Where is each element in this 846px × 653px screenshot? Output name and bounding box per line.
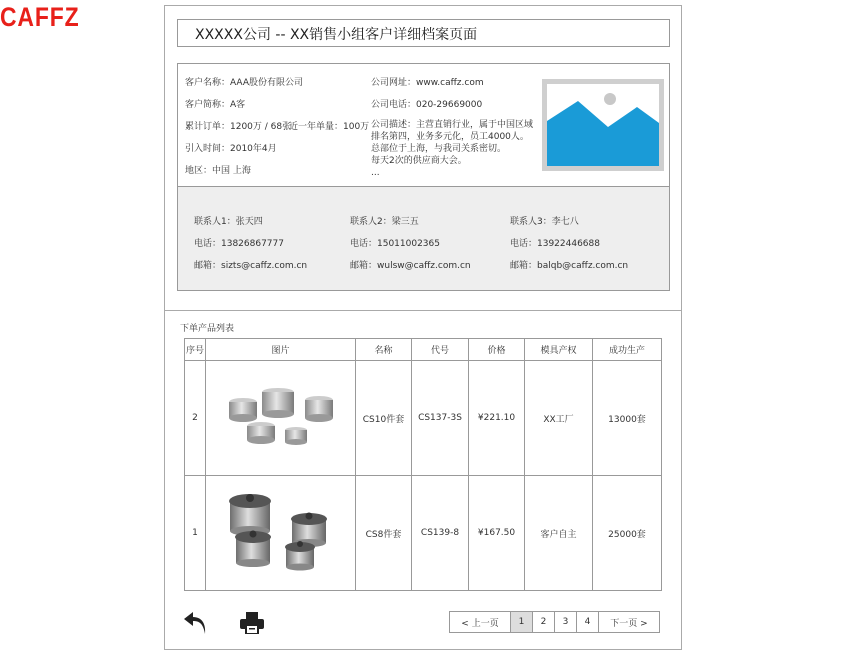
page-1-button[interactable]: 1 [511,612,533,632]
contact-2-name: 联系人2：梁三五 [350,217,419,227]
customer-info-box [177,63,670,187]
page-title-box [177,19,670,47]
product-mold: XX工厂 [525,361,593,476]
table-row[interactable] [185,361,662,476]
product-name: CS10件套 [356,361,412,476]
company-phone: 公司电话：020-29669000 [371,100,483,110]
contact-3-name: 联系人3：李七八 [510,217,579,227]
product-produced: 13000套 [593,361,662,476]
product-code: CS139-8 [412,476,469,591]
customer-short-name: 客户简称：A客 [185,100,246,110]
customer-name: 客户名称：AAA股份有限公司 [185,78,303,88]
brand-logo: CAFFZ [0,2,80,32]
print-button[interactable] [240,612,264,638]
page-3-button[interactable]: 3 [555,612,577,632]
header-price: 价格 [469,339,525,361]
description-line: ... [371,168,380,178]
description-line: 总部位于上海，与我司关系密切。 [371,144,507,154]
cookware-set-image [221,382,341,452]
description-line: 公司描述：主营直销行业，属于中国区域 [371,120,534,130]
product-price: ¥221.10 [469,361,525,476]
header-image: 图片 [206,339,356,361]
image-placeholder-icon [542,79,664,171]
pagination [449,611,660,633]
contact-2-phone: 电话：15011002365 [350,239,440,249]
header-index: 序号 [185,339,206,361]
product-price: ¥167.50 [469,476,525,591]
back-button[interactable] [183,610,209,640]
product-produced: 25000套 [593,476,662,591]
product-name: CS8件套 [356,476,412,591]
next-page-button[interactable]: 下一页 > [610,618,648,629]
row-index: 1 [185,476,206,591]
section-divider [165,310,681,311]
table-header-row [185,339,662,361]
page-2-button[interactable]: 2 [533,612,555,632]
customer-year-avg: 近一年单量：100万 [289,122,370,132]
company-image-placeholder [542,79,664,171]
customer-orders: 累计订单：1200万 / 68张 [185,122,292,132]
header-name: 名称 [356,339,412,361]
products-table [184,338,662,591]
header-code: 代号 [412,339,469,361]
description-line: 排名第四，业务多元化，员工4000人。 [371,132,529,142]
contact-1-phone: 电话：13826867777 [194,239,284,249]
contact-1-name: 联系人1：张天四 [194,217,263,227]
description-line: 每天2次的供应商大会。 [371,156,467,166]
printer-icon [240,612,264,634]
contact-3-email[interactable]: 邮箱：balqb@caffz.com.cn [510,261,629,271]
row-index: 2 [185,361,206,476]
contact-1-email[interactable]: 邮箱：sizts@caffz.com.cn [194,261,308,271]
header-mold: 模具产权 [525,339,593,361]
contact-2-email[interactable]: 邮箱：wulsw@caffz.com.cn [350,261,471,271]
page-title: XXXXX公司 -- XX销售小组客户详细档案页面 [195,27,478,43]
prev-page-button[interactable]: < 上一页 [450,612,511,632]
table-row[interactable] [185,476,662,591]
company-description [371,119,534,179]
company-website[interactable]: 公司网址：www.caffz.com [371,78,484,88]
contact-3-phone: 电话：13922446688 [510,239,600,249]
cookware-set-image [216,487,346,577]
customer-since: 引入时间：2010年4月 [185,144,277,154]
product-image [206,476,356,591]
product-image [206,361,356,476]
header-produced: 成功生产 [593,339,662,361]
customer-profile-page [164,5,682,650]
products-section-title: 下单产品列表 [180,324,235,334]
customer-region: 地区：中国 上海 [185,166,251,176]
back-arrow-icon [183,610,209,636]
contacts-box [177,186,670,291]
product-mold: 客户自主 [525,476,593,591]
page-4-button[interactable]: 4 [577,612,599,632]
product-code: CS137-3S [412,361,469,476]
